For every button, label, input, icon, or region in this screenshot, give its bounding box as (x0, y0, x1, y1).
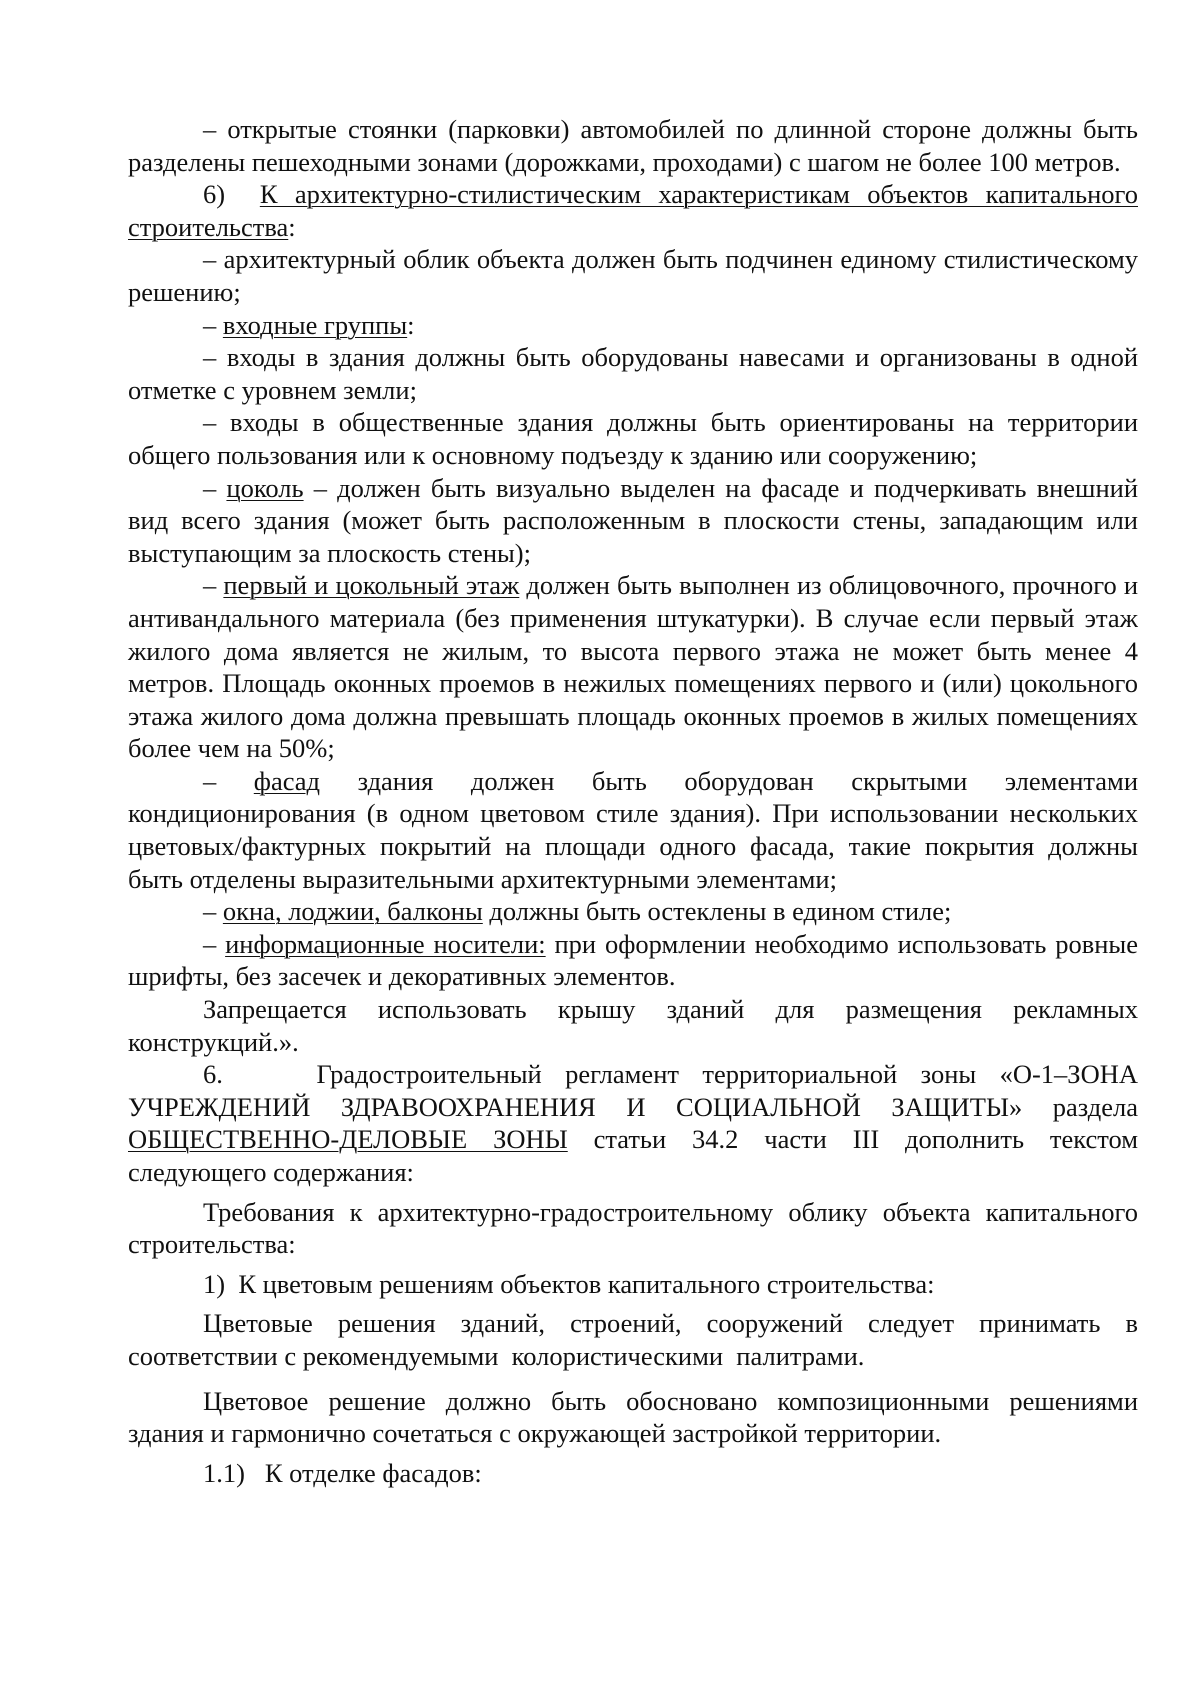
text-run: – (203, 570, 224, 601)
paragraph-entrances-canopies (128, 341, 1138, 406)
paragraph-facade-finishing-heading (128, 1457, 1138, 1490)
paragraph-facade (128, 765, 1138, 895)
text-run: статьи 34.2 части III дополнить текстом следующего содержания: (128, 1124, 1138, 1187)
paragraph-style-unity (128, 243, 1138, 308)
text-run: Цветовые решения зданий, строений, сооружений следует принимать в соответствии с рекомендуемыми колористическими палитрами. (128, 1308, 1145, 1371)
text-run: здания должен быть оборудован скрытыми элементами кондиционирования (в одном цветовом стиле здания). При использовании нескольких цветовых/фактурных покрытий на площади одного фасада, такие покрытия должны быть отделены выразительными архитектурными элементами; (128, 765, 1139, 894)
underlined-text: К архитектурно-стилистическим характеристикам объектов капитального строительства (128, 179, 1138, 242)
text-run: – (203, 765, 254, 796)
text-run: – должен быть визуально выделен на фасаде и подчеркивать внешний вид всего здания (может быть расположенным в плоскости стены, западающим или выступающим за плоскость стены); (128, 472, 1138, 568)
text-run: должен быть выполнен из облицовочного, прочного и антивандального материала (без применения штукатурки). В случае если первый этаж жилого дома является не жилым, то высота первого этажа не может быть менее 4 метров. Площадь оконных проемов в нежилых помещениях первого и (или) цокольного этажа жилого дома должна превышать площадь оконных проемов в жилых помещениях более чем на 50%; (128, 570, 1139, 764)
underlined-text: фасад (253, 765, 321, 796)
document-body (128, 113, 1145, 1489)
paragraph-entrance-groups (128, 309, 1138, 342)
paragraph-color-palettes (128, 1307, 1145, 1372)
text-run: 1.1) К отделке фасадов: (203, 1457, 482, 1488)
text-run: – (203, 472, 227, 503)
paragraph-windows (128, 895, 1138, 928)
paragraph-color-solutions-heading (128, 1268, 1138, 1301)
underlined-text: первый и цокольный этаж (223, 570, 520, 601)
text-run: Требования к архитектурно-градостроительному облику объекта капитального строительства: (128, 1196, 1138, 1260)
paragraph-first-floor (128, 569, 1138, 765)
text-run: – (203, 309, 223, 340)
paragraph-architectural-style-heading (128, 178, 1138, 243)
text-run: – (203, 928, 226, 959)
underlined-text: ОБЩЕСТВЕННО-ДЕЛОВЫЕ ЗОНЫ (128, 1124, 568, 1155)
text-run: при оформлении необходимо использовать ровные шрифты, без засечек и декоративных элементов. (128, 928, 1138, 992)
underlined-text: цоколь (226, 472, 304, 503)
text-run: : (288, 211, 296, 242)
paragraph-parking (128, 113, 1138, 178)
text-run: Запрещается использовать крышу зданий для размещения рекламных конструкций.». (128, 994, 1138, 1057)
text-run: – архитектурный облик объекта должен быть подчинен единому стилистическому решению; (128, 244, 1138, 307)
paragraph-section-6 (128, 1058, 1145, 1188)
text-run: – входы в общественные здания должны быть ориентированы на территории общего пользования или к основному подъезду к зданию или сооружению; (128, 407, 1138, 470)
paragraph-requirements (128, 1196, 1138, 1261)
text-run: Цветовое решение должно быть обосновано композиционными решениями здания и гармонично сочетаться с окружающей застройкой территории. (128, 1385, 1138, 1449)
underlined-text: информационные носители: (225, 928, 546, 959)
paragraph-roof-ban (128, 993, 1138, 1058)
underlined-text: входные группы (222, 309, 408, 340)
underlined-text: окна, лоджии, балконы (222, 896, 483, 927)
text-run: 1) К цветовым решениям объектов капитального строительства: (203, 1268, 935, 1299)
text-run: должны быть остеклены в едином стиле; (482, 896, 952, 927)
text-run: 6) (203, 179, 260, 210)
text-run: – (203, 896, 223, 927)
paragraph-info-carriers (128, 928, 1138, 993)
text-run: 6. Градостроительный регламент территориальной зоны «О-1–ЗОНА УЧРЕЖДЕНИЙ ЗДРАВООХРАНЕНИЯ И СОЦИАЛЬНОЙ ЗАЩИТЫ» раздела (128, 1059, 1145, 1122)
text-run: – входы в здания должны быть оборудованы навесами и организованы в одной отметке с уровнем земли; (128, 342, 1138, 405)
text-run: : (407, 309, 415, 340)
paragraph-plinth (128, 472, 1138, 570)
text-run: – открытые стоянки (парковки) автомобилей по длинной стороне должны быть разделены пешеходными зонами (дорожками, проходами) с шагом не более 100 метров. (128, 114, 1138, 177)
paragraph-entrances-public (128, 406, 1138, 471)
paragraph-color-justification (128, 1385, 1138, 1450)
